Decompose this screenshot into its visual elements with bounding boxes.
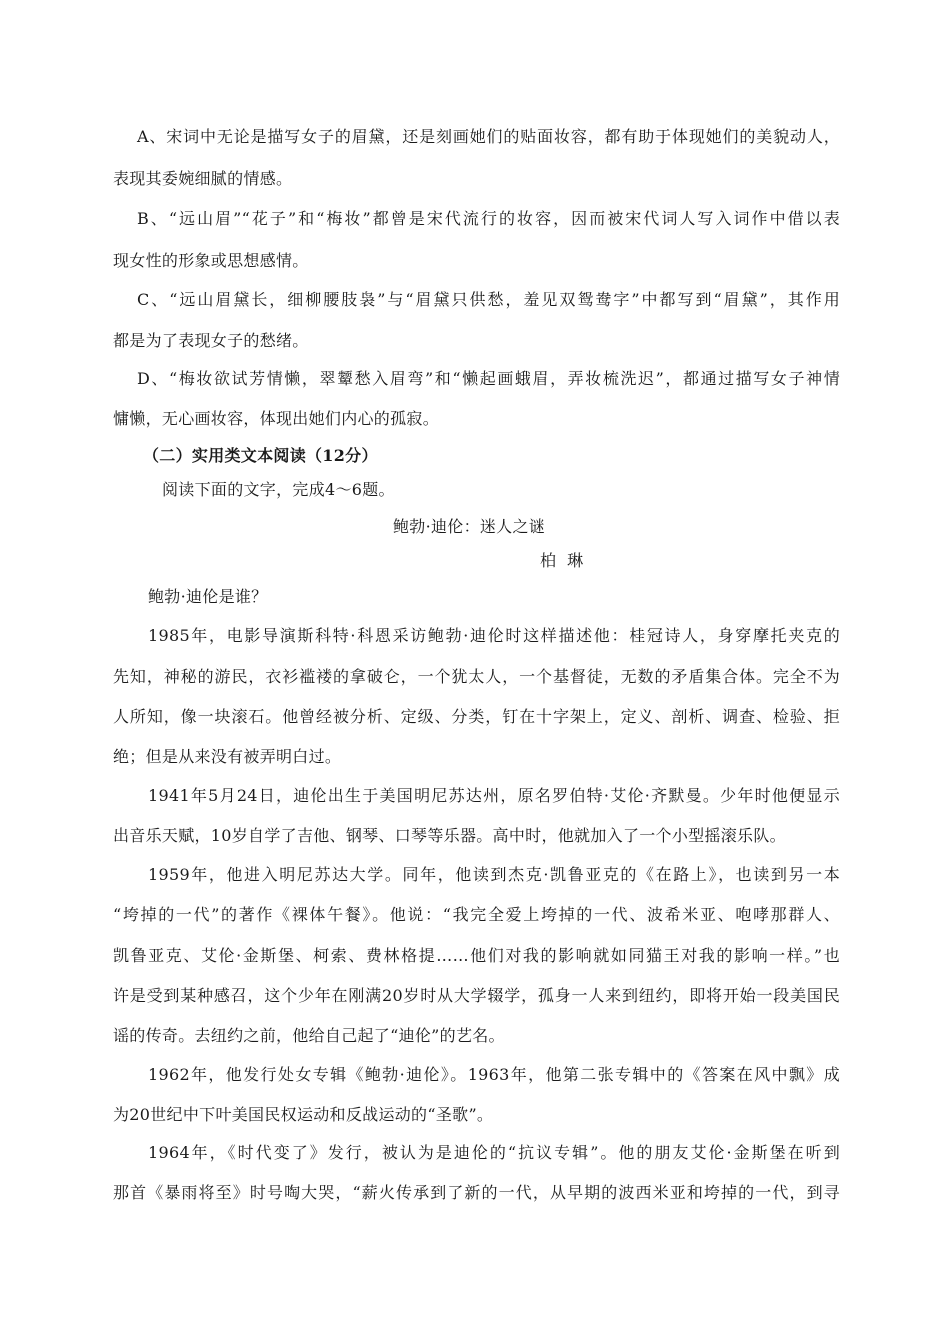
option-a-line-2: 表现其委婉细腻的情感。 <box>113 169 293 188</box>
p3-line-3: 凯鲁亚克、艾伦·金斯堡、柯索、费林格提……他们对我的影响就如同猫王对我的影响一样。”也 <box>113 946 840 965</box>
option-b-line-1: B、“远山眉”“花子”和“梅妆”都曾是宋代流行的妆容，因而被宋代词人写入词作中借以表 <box>137 209 840 228</box>
section-heading: （二）实用类文本阅读（12分） <box>143 446 378 465</box>
p5-line-1: 1964年，《时代变了》发行，被认为是迪伦的“抗议专辑”。他的朋友艾伦·金斯堡在听到 <box>148 1143 840 1162</box>
p3-line-4: 许是受到某种感召，这个少年在刚满20岁时从大学辍学，孤身一人来到纽约，即将开始一段美国民 <box>113 986 840 1005</box>
p3-line-5: 谣的传奇。去纽约之前，他给自己起了“迪伦”的艺名。 <box>113 1026 505 1045</box>
section-instruction: 阅读下面的文字，完成4～6题。 <box>162 480 395 499</box>
option-c-line-1: C、“远山眉黛长，细柳腰肢袅”与“眉黛只供愁，羞见双鸳鸯字”中都写到“眉黛”，其作用 <box>137 290 840 309</box>
p1-line-4: 绝；但是从来没有被弄明白过。 <box>113 747 342 766</box>
article-lead: 鲍勃·迪伦是谁？ <box>148 587 268 606</box>
p4-line-2: 为20世纪中下叶美国民权运动和反战运动的“圣歌”。 <box>113 1105 494 1124</box>
article-author: 柏 琳 <box>540 551 587 570</box>
p3-line-1: 1959年，他进入明尼苏达大学。同年，他读到杰克·凯鲁亚克的《在路上》，也读到另一本 <box>148 865 840 884</box>
p1-line-2: 先知，神秘的游民，衣衫褴褛的拿破仑，一个犹太人，一个基督徒，无数的矛盾集合体。完全不为 <box>113 667 840 686</box>
option-d-line-2: 慵懒，无心画妆容，体现出她们内心的孤寂。 <box>113 409 440 428</box>
option-d-line-1: D、“梅妆欲试芳情懒，翠颦愁入眉弯”和“懒起画蛾眉，弄妆梳洗迟”，都通过描写女子神情 <box>137 369 840 388</box>
article-title: 鲍勃·迪伦：迷人之谜 <box>393 517 546 536</box>
p4-line-1: 1962年，他发行处女专辑《鲍勃·迪伦》。1963年，他第二张专辑中的《答案在风中飘》成 <box>148 1065 840 1084</box>
p1-line-3: 人所知，像一块滚石。他曾经被分析、定级、分类，钉在十字架上，定义、剖析、调查、检验、拒 <box>113 707 840 726</box>
p2-line-1: 1941年5月24日，迪伦出生于美国明尼苏达州，原名罗伯特·艾伦·齐默曼。少年时他便显示 <box>148 786 840 805</box>
option-a-line-1: A、宋词中无论是描写女子的眉黛，还是刻画她们的贴面妆容，都有助于体现她们的美貌动人， <box>137 127 840 146</box>
p5-line-2: 那首《暴雨将至》时号啕大哭，“薪火传承到了新的一代，从早期的波西米亚和垮掉的一代，到寻 <box>113 1183 840 1202</box>
p1-line-1: 1985年，电影导演斯科特·科恩采访鲍勃·迪伦时这样描述他：桂冠诗人，身穿摩托夹克的 <box>148 626 840 645</box>
option-b-line-2: 现女性的形象或思想感情。 <box>113 251 309 270</box>
p2-line-2: 出音乐天赋，10岁自学了吉他、钢琴、口琴等乐器。高中时，他就加入了一个小型摇滚乐队。 <box>113 826 786 845</box>
option-c-line-2: 都是为了表现女子的愁绪。 <box>113 331 309 350</box>
p3-line-2: “垮掉的一代”的著作《裸体午餐》。他说：“我完全爱上垮掉的一代、波希米亚、咆哮那群人、 <box>113 905 840 924</box>
